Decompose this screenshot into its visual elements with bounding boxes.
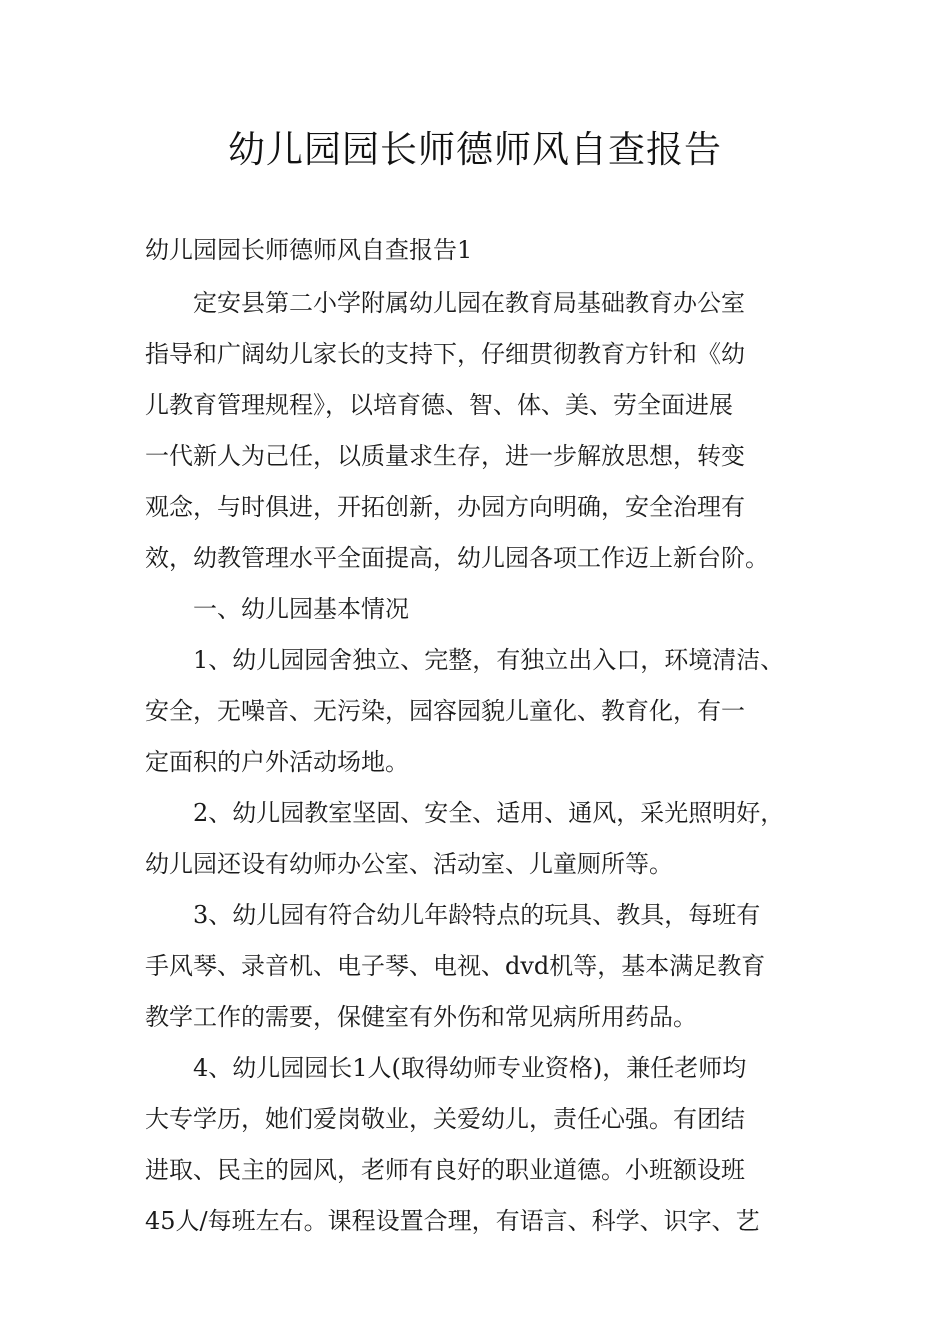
section-subtitle: 幼儿园园长师德师风自查报告1 — [145, 236, 473, 264]
text-line: 1、幼儿园园舍独立、完整，有独立出入口，环境清洁、 — [193, 646, 785, 674]
text-line: 儿教育管理规程》，以培育德、智、体、美、劳全面进展 — [145, 391, 733, 419]
document-body — [145, 225, 835, 1247]
text-line: 教学工作的需要，保健室有外伤和常见病所用药品。 — [145, 1003, 697, 1031]
text-line: 2、幼儿园教室坚固、安全、适用、通风，采光照明好， — [193, 799, 785, 827]
text-line: 4、幼儿园园长1人(取得幼师专业资格)，兼任老师均 — [193, 1054, 747, 1082]
text-line: 定安县第二小学附属幼儿园在教育局基础教育办公室 — [193, 289, 745, 317]
text-line: 效，幼教管理水平全面提高，幼儿园各项工作迈上新台阶。 — [145, 544, 769, 572]
document-title: 幼儿园园长师德师风自查报告 — [228, 128, 722, 171]
text-line: 幼儿园还设有幼师办公室、活动室、儿童厕所等。 — [145, 850, 673, 878]
text-line: 一、幼儿园基本情况 — [193, 595, 409, 623]
paragraph-lines — [145, 278, 835, 1247]
text-line: 安全，无噪音、无污染，园容园貌儿童化、教育化，有一 — [145, 697, 745, 725]
text-line: 指导和广阔幼儿家长的支持下，仔细贯彻教育方针和《幼 — [145, 340, 745, 368]
text-line: 45人/每班左右。课程设置合理，有语言、科学、识字、艺 — [145, 1207, 760, 1235]
text-line: 一代新人为己任，以质量求生存，进一步解放思想，转变 — [145, 442, 745, 470]
text-line: 定面积的户外活动场地。 — [145, 748, 409, 776]
text-line: 3、幼儿园有符合幼儿年龄特点的玩具、教具，每班有 — [193, 901, 761, 929]
text-line: 大专学历，她们爱岗敬业，关爱幼儿，责任心强。有团结 — [145, 1105, 745, 1133]
text-line: 观念，与时俱进，开拓创新，办园方向明确，安全治理有 — [145, 493, 745, 521]
text-line: 手风琴、录音机、电子琴、电视、dvd机等，基本满足教育 — [145, 952, 766, 980]
text-line: 进取、民主的园风，老师有良好的职业道德。小班额设班 — [145, 1156, 745, 1184]
